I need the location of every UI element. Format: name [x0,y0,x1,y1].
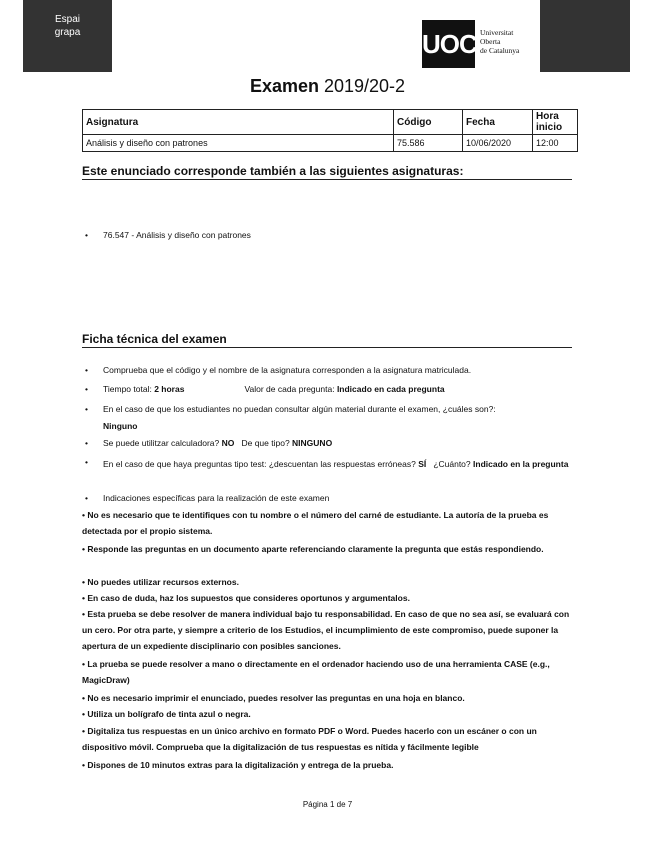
section-heading-asignaturas: Este enunciado corresponde también a las siguientes asignaturas: [82,164,572,180]
uoc-logo [422,20,534,68]
page-title: Examen 2019/20-2 [249,76,406,96]
instruction-1: • No es necesario que te identifiques con tu nombre o el número del carné de estudiante. La autoría de la prueba es detectada por el propio sistema. [82,510,549,536]
instruction-3: • No puedes utilizar recursos externos. [82,577,239,587]
instruction-10: • Dispones de 10 minutos extras para la digitalización y entrega de la prueba. [82,760,394,770]
header-fecha: Fecha [463,110,533,135]
cell-asignatura: Análisis y diseño con patrones [83,135,394,152]
section-heading-ficha: Ficha técnica del examen [82,332,572,348]
instruction-7: • No es necesario imprimir el enunciado, puedes resolver las preguntas en una hoja en blanco. [82,693,465,703]
header-hora: Hora inicio [533,110,578,135]
instruction-9: • Digitaliza tus respuestas en un único archivo en formato PDF o Word. Puedes hacerlo con un escáner o con un dispositivo móvil. Comprueba que la digitalización de tus respuestas es nítida y fácilmente legible [82,726,537,752]
instruction-5: • Esta prueba se debe resolver de manera individual bajo tu responsabilidad. En caso de que no sea así, se evaluará con un cero. Por otra parte, y siempre a criterio de los Estudios, el incumplimiento de este compromiso, puede suponer la apertura de un expediente disciplinario con posibles sanciones. [82,609,570,651]
page-number: Página 1 de 7 [302,800,353,809]
cell-hora: 12:00 [533,135,578,152]
header-codigo: Código [394,110,463,135]
staple-line2: grapa [54,27,81,38]
staple-area [23,0,112,72]
table-header-row [83,110,578,135]
header-asignatura: Asignatura [83,110,394,135]
table-row [83,135,578,152]
logo-mark: UOC [422,20,475,68]
staple-line1: Espai [54,14,80,25]
instruction-4: • En caso de duda, haz los supuestos que consideres oportunos y argumentalos. [82,593,410,603]
instruction-6: • La prueba se puede resolver a mano o directamente en el ordenador haciendo uso de una herramienta CASE (e.g., MagicDraw) [82,659,550,685]
instruction-2: • Responde las preguntas en un documento aparte referenciando claramente la pregunta que estás respondiendo. [82,544,544,554]
cell-codigo: 75.586 [394,135,463,152]
instruction-8: • Utiliza un bolígrafo de tinta azul o negra. [82,709,251,719]
cell-fecha: 10/06/2020 [463,135,533,152]
logo-text: Universitat Oberta de Catalunya [480,28,520,55]
header-block [540,0,630,72]
exam-info-table [82,109,578,152]
